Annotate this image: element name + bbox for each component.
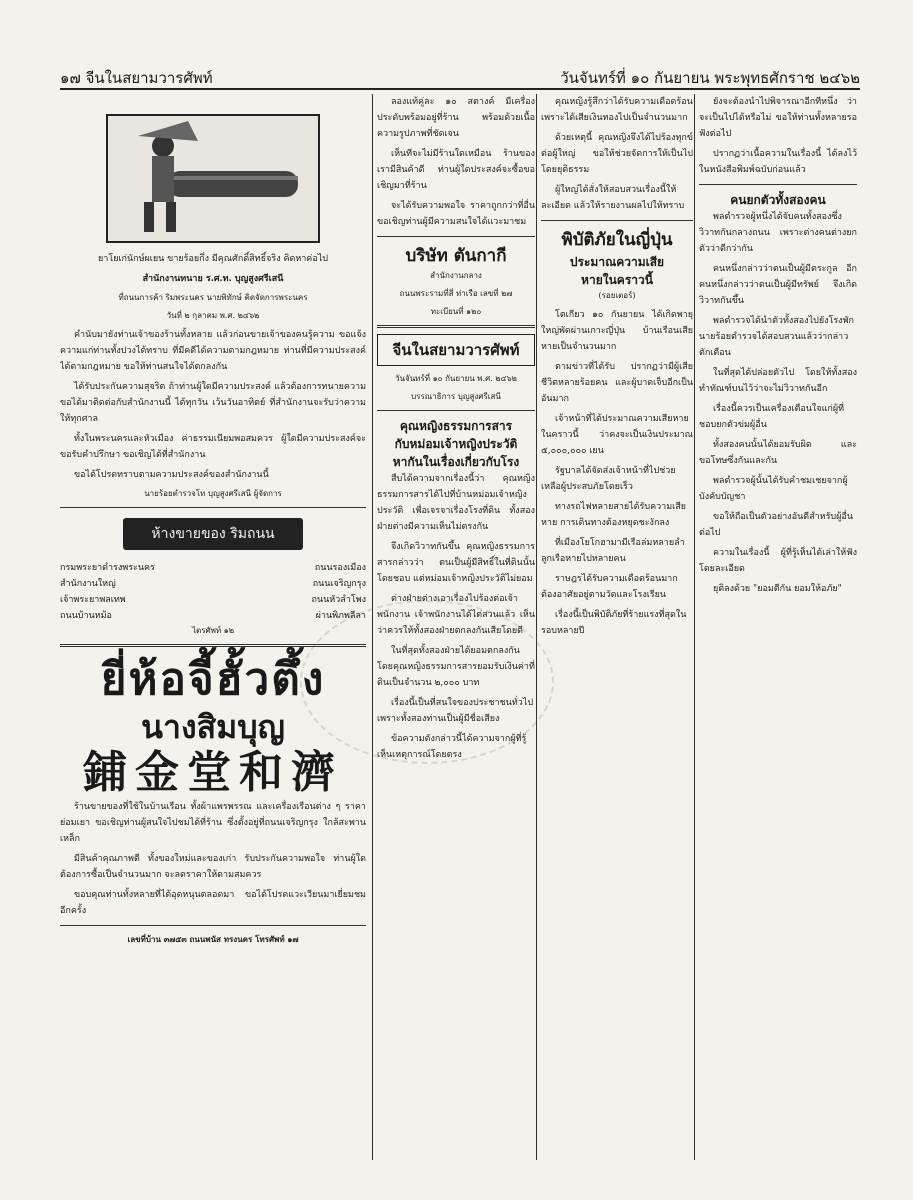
section-subtitle: กับหม่อมเจ้าหญิงประวัติ xyxy=(394,437,518,451)
ad-subtitle: นางสิมบุญ xyxy=(141,708,285,746)
article-paragraph: ในที่สุดได้ปล่อยตัวไป โดยให้ทั้งสองทำทัณฑ์บนไว้ว่าจะไม่วิวาทกันอีก xyxy=(699,368,857,394)
article-paragraph: ข้อความดังกล่าวนี้ได้ความจากผู้ที่รู้เห็นเหตุการณ์โดยตรง xyxy=(377,734,527,760)
ad-chinese-title: 鋪金堂和濟 xyxy=(83,747,343,798)
article-paragraph: ปรากฏว่าเนื้อความในเรื่องนี้ ได้ลงไว้ในหนังสือพิมพ์ฉบับก่อนแล้ว xyxy=(699,149,857,175)
page-label: ๑๗ จีนในสยามวารศัพท์ xyxy=(60,69,213,87)
watermark-stamp xyxy=(300,600,554,764)
article-paragraph: จึงเกิดวิวาทกันขึ้น คุณหญิงธรรมการสารกล่าวว่า ตนเป็นผู้มีสิทธิ์ในที่ดินนั้นโดยชอบ แต่หม่อมเจ้าหญิงประวัติไม่ยอม xyxy=(377,542,535,584)
column-4 xyxy=(694,94,857,1160)
masthead-editor: บรรณาธิการ บุญสูงศรีเสนี xyxy=(411,392,501,401)
masthead-title: จีนในสยามวารศัพท์ xyxy=(377,334,535,366)
section-title: คุณหญิงธรรมการสาร xyxy=(399,419,513,433)
ad-caption: ยาโยเก่นักษ์ผเยน ขายร้อยกึ่ง มีคุณศักดิ์สิทธิ์จริง คิดหาค่อไป xyxy=(98,254,328,264)
divider xyxy=(699,184,857,185)
article-paragraph: ทางรถไฟหลายสายได้รับความเสียหาย การเดินทางต้องหยุดชะงักลง xyxy=(541,502,686,528)
article-paragraph: เจ้าหน้าที่ได้ประมาณความเสียหายในคราวนี้ ว่าคงจะเป็นเงินประมาณ ๕,๐๐๐,๐๐๐ เยน xyxy=(541,414,693,456)
issue-date: วันจันทร์ที่ ๑๐ กันยายน พระพุทธศักราช ๒๔๖๒ xyxy=(560,69,860,87)
office-subtitle: ที่ถนนการค้า ริมพระนคร นายพิทักษ์ คิดจัดการพระนคร xyxy=(118,293,308,302)
company-title: บริษัท ตันกากี xyxy=(405,246,507,266)
article-paragraph: ด้วยเหตุนี้ คุณหญิงจึงได้ไปร้องทุกข์ต่อผู้ใหญ่ ขอให้ช่วยจัดการให้เป็นไปโดยยุติธรรม xyxy=(541,133,693,175)
company-address: ถนนพระรามที่สี่ ท่าเรือ เลขที่ ๒๗ xyxy=(399,289,513,298)
company-subtitle: สำนักงานกลาง xyxy=(430,271,482,280)
article-paragraph: ยุติลงด้วย "ยอมตีกัน ยอมให้อภัย" xyxy=(713,584,842,594)
ad-title: ยี่ห้อจี้ฮั้วตึ้ง xyxy=(100,654,326,705)
directory-place: ผ่านพิภพลีลา xyxy=(315,611,366,621)
article-paragraph: ราษฎรได้รับความเดือดร้อนมาก ต้องอาศัยอยู่ตามวัดและโรงเรียน xyxy=(541,574,678,600)
notice-paragraph: ทั้งในพระนครและหัวเมือง ค่าธรรมเนียมพอสมควร ผู้ใดมีความประสงค์จะขอรับคำปรึกษา ขอเชิญได้ที่สำนักงาน xyxy=(60,434,366,460)
article-paragraph: พลตำรวจผู้นั้นได้รับคำชมเชยจากผู้บังคับบัญชา xyxy=(699,476,848,502)
directory-name: ถนนบ้านหม้อ xyxy=(60,611,112,621)
notice-paragraph: ขอได้โปรดทราบตามความประสงค์ของสำนักงานนี้ xyxy=(74,470,269,480)
divider xyxy=(541,220,693,221)
divider xyxy=(60,925,366,926)
directory-row xyxy=(60,592,366,608)
subheadline: ประมาณความเสีย xyxy=(569,255,665,269)
ad-paragraph: ขอบคุณท่านทั้งหลายที่ได้อุดหนุนตลอดมา ขอได้โปรดแวะเวียนมาเยี่ยมชมอีกครั้ง xyxy=(60,890,366,916)
notice-signature: นายร้อยตำรวจโท บุญสูงศรีเสนี ผู้จัดการ xyxy=(144,489,282,498)
article-paragraph: สืบได้ความจากเรื่องนี้ว่า คุณหญิงธรรมการสารได้ไปที่บ้านหม่อมเจ้าหญิงประวัติ เพื่อเจรจาเรื่องโรงที่ดิน ทั้งสองฝ่ายต่างมีความเห็นไม่ตรงกัน xyxy=(377,474,535,532)
article-paragraph: คนหนึ่งกล่าวว่าตนเป็นผู้มีตระกูล อีกคนหนึ่งกล่าวว่าตนเป็นผู้มีทรัพย์ จึงเกิดวิวาทกันขึ้น xyxy=(699,264,857,306)
article-paragraph: ทั้งสองคนนั้นได้ยอมรับผิด และขอโทษซึ่งกันและกัน xyxy=(699,440,857,466)
article-paragraph: พลตำรวจผู้หนึ่งได้จับคนทั้งสองซึ่งวิวาทกันกลางถนน เพราะต่างคนต่างยกตัวว่าดีกว่ากัน xyxy=(699,212,857,254)
office-name: สำนักงานทนาย ร.ศ.ท. บุญสูงศรีเสนี xyxy=(142,274,284,284)
article-paragraph: เรื่องนี้เป็นพิบัติภัยที่ร้ายแรงที่สุดในรอบหลายปี xyxy=(541,610,687,636)
divider xyxy=(60,507,366,508)
directory-signature: ไตรศัพท์ ๑๒ xyxy=(191,626,235,635)
article-paragraph: โตเกียว ๑๐ กันยายน ได้เกิดพายุใหญ่พัดผ่านเกาะญี่ปุ่น บ้านเรือนเสียหายเป็นจำนวนมาก xyxy=(541,310,693,352)
column-3 xyxy=(536,94,693,1160)
divider xyxy=(377,410,535,411)
article-paragraph: พลตำรวจได้นำตัวทั้งสองไปยังโรงพัก นายร้อยตำรวจได้สอบสวนแล้วว่ากล่าวตักเตือน xyxy=(699,316,854,358)
headline: พิบัติภัยในญี่ปุ่น xyxy=(561,230,673,250)
article-paragraph: จะได้รับความพอใจ ราคาถูกกว่าที่อื่น ขอเชิญท่านผู้มีความสนใจได้แวะมาชม xyxy=(377,201,535,227)
ad-paragraph: มีสินค้าคุณภาพดี ทั้งของใหม่และของเก่า รับประกันความพอใจ ท่านผู้ใดต้องการซื้อเป็นจำนวนมาก จะลดราคาให้ตามสมควร xyxy=(60,854,366,880)
masthead-issue: วันจันทร์ที่ ๑๐ กันยายน พ.ศ. ๒๔๖๒ xyxy=(395,374,517,383)
directory-name: สำนักงานใหญ่ xyxy=(60,579,116,589)
subheadline: หายในคราวนี้ xyxy=(581,273,653,287)
article-paragraph: ลองแท้คู่ละ ๑๐ สตางค์ มีเครื่องประดับพร้อมอยู่ที่ร้าน พร้อมด้วยเนื้อความรูปภาพที่ชัดเจน xyxy=(377,97,535,139)
article-paragraph: เห็นทีจะไม่มีร้านใดเหมือน ร้านของเรามีสินค้าดี ท่านผู้ใดประสงค์จะซื้อขอเชิญมาที่ร้าน xyxy=(377,149,535,191)
notice-paragraph: คำนับมายังท่านเจ้าของร้านทั้งหลาย แล้วก่อนขายเจ้าของคนรู้ความ ขอแจ้งความแก่ท่านทั้งปวงได้ทราบ ที่มีคดีได้ความตามกฎหมาย ท่านที่มีความประสงค์ได้ตามกฎหมาย ขอให้ท่านสนใจได้ตกลงกัน xyxy=(60,330,366,372)
article-paragraph: ที่เมืองโยโกฮามามีเรือล่มหลายลำ ลูกเรือหายไปหลายคน xyxy=(541,538,685,564)
article-paragraph: ผู้ใหญ่ได้สั่งให้สอบสวนเรื่องนี้ให้ละเอียด แล้วให้รายงานผลไปให้ทราบ xyxy=(541,185,685,211)
warrior-cannon-image xyxy=(108,116,318,241)
article-paragraph: ขอให้ถือเป็นตัวอย่างอันดีสำหรับผู้อื่นต่อไป xyxy=(699,512,853,538)
company-note: ทะเบียนที่ ๑๒๐ xyxy=(430,307,482,316)
directory-row xyxy=(60,576,366,592)
directory-name: เจ้าพระยาพลเทพ xyxy=(60,595,126,605)
article-paragraph: ยังจะต้องนำไปพิจารณาอีกทีหนึ่ง ว่าจะเป็นไปได้หรือไม่ ขอให้ท่านทั้งหลายรอฟังต่อไป xyxy=(699,97,857,139)
directory-place: ถนนเจริญกรุง xyxy=(312,579,366,589)
section-subtitle: หากันในเรื่องเกี่ยวกับโรง xyxy=(392,455,520,469)
article-paragraph: ต่างฝ่ายต่างเอาเรื่องไปร้องต่อเจ้าพนักงาน เจ้าพนักงานได้ไต่สวนแล้ว เห็นว่าควรให้ทั้งสองฝ่ายตกลงกันเสียโดยดี xyxy=(377,594,535,636)
article-paragraph: เรื่องนี้เป็นที่สนใจของประชาชนทั่วไป เพราะทั้งสองท่านเป็นผู้มีชื่อเสียง xyxy=(377,698,534,724)
advertisement-illustration xyxy=(106,114,320,243)
office-date: วันที่ ๒ กุลาคม พ.ศ. ๒๔๖๒ xyxy=(166,311,260,320)
article-paragraph: ตามข่าวที่ได้รับ ปรากฏว่ามีผู้เสียชีวิตหลายร้อยคน และผู้บาดเจ็บอีกเป็นอันมาก xyxy=(541,362,693,404)
page-header xyxy=(60,62,860,90)
ad-paragraph: ร้านขายของที่ใช้ในบ้านเรือน ทั้งผ้าแพรพรรณ และเครื่องเรือนต่าง ๆ ราคาย่อมเยา ขอเชิญท่านผู้สนใจไปชมได้ที่ร้าน ซึ่งตั้งอยู่ที่ถนนเจริญกรุง ใกล้สะพานเหล็ก xyxy=(60,802,366,844)
directory-row xyxy=(60,608,366,624)
ad-footer: เลขที่บ้าน ๓๗๕๓ ถนนพนัส ทรงนคร โทรศัพท์ ๑๗ xyxy=(127,934,299,944)
divider xyxy=(377,236,535,237)
directory-place: ถนนหัวลำโพง xyxy=(311,595,366,605)
article-paragraph: เรื่องนี้ควรเป็นเครื่องเตือนใจแก่ผู้ที่ชอบยกตัวข่มผู้อื่น xyxy=(699,404,845,430)
news-credit: (รอยเตอร์) xyxy=(598,291,636,300)
article-paragraph: คุณหญิงรู้สึกว่าได้รับความเดือดร้อน เพราะได้เสียเงินทองไปเป็นจำนวนมาก xyxy=(541,97,693,123)
article-paragraph: รัฐบาลได้จัดส่งเจ้าหน้าที่ไปช่วยเหลือผู้ประสบภัยโดยเร็ว xyxy=(541,466,676,492)
article-paragraph: ความในเรื่องนี้ ผู้ที่รู้เห็นได้เล่าให้ฟังโดยละเอียด xyxy=(699,548,857,574)
divider xyxy=(377,325,535,328)
directory-place: ถนนรองเมือง xyxy=(314,563,366,573)
section-title: คนยกตัวทั้งสองคน xyxy=(730,193,826,207)
directory-row xyxy=(60,560,366,576)
notice-paragraph: ได้รับประกันความสุจริต ถ้าท่านผู้ใดมีความประสงค์ แล้วต้องการทนายความ ขอได้มาติดต่อกับสำนักงานนี้ ได้ทุกวัน เว้นวันอาทิตย์ ที่สำนักงานจะรับว่าความให้ทุกศาล xyxy=(60,382,366,424)
column-1 xyxy=(60,94,366,1160)
directory-banner: ห้างขายของ ริมถนน xyxy=(123,518,303,550)
directory-name: กรมพระยาดำรงพระนคร xyxy=(60,563,155,573)
article-paragraph: ในที่สุดทั้งสองฝ่ายได้ยอมตกลงกัน โดยคุณหญิงธรรมการสารยอมรับเงินค่าที่ดินเป็นจำนวน ๒,๐๐๐ บาท xyxy=(377,646,535,688)
